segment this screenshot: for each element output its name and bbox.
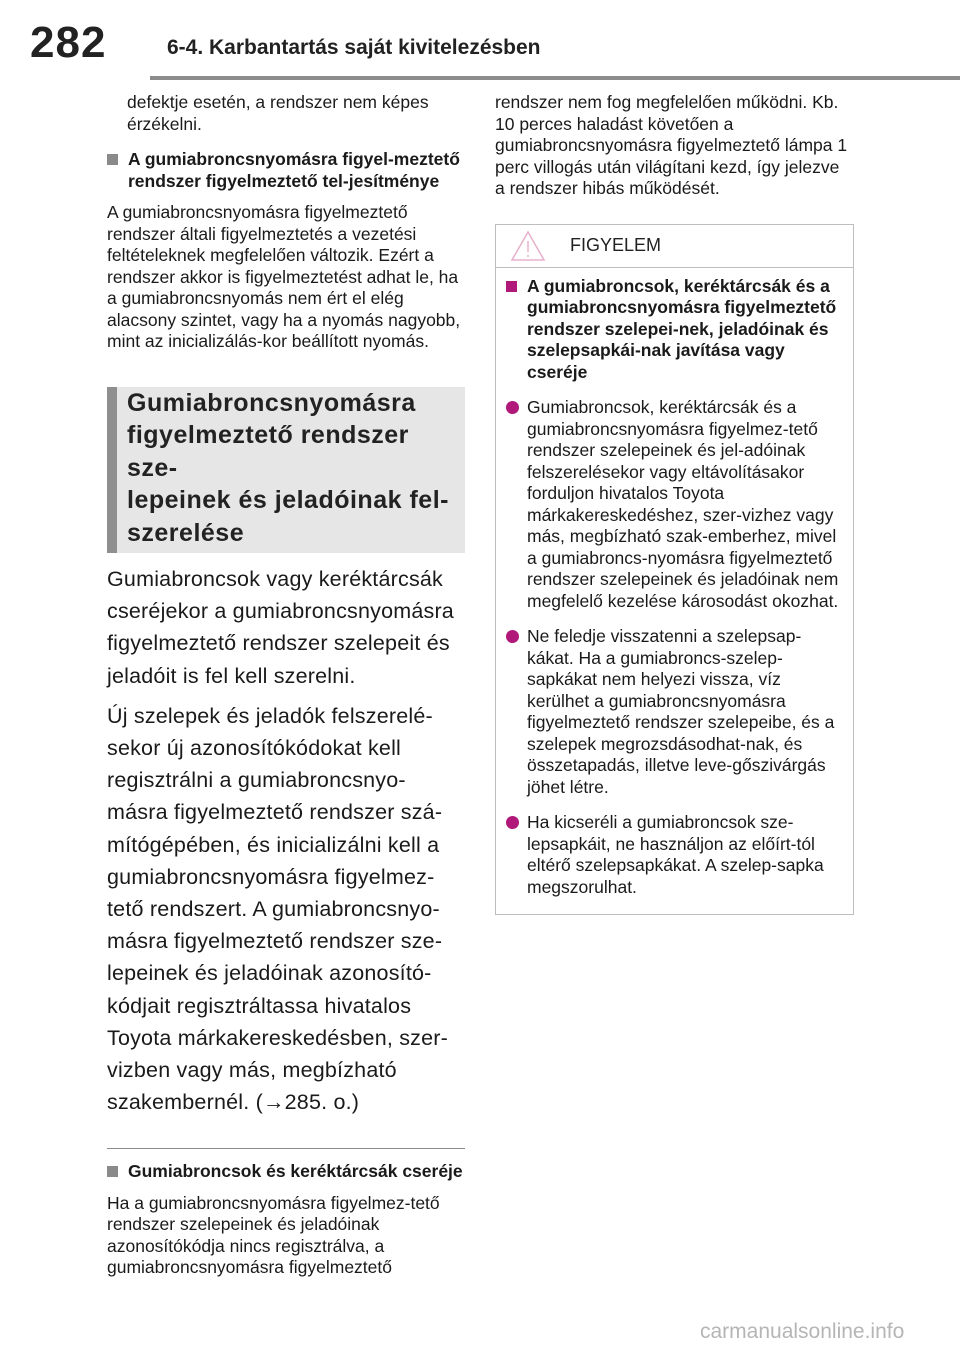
- dot-bullet-icon: [506, 816, 519, 829]
- box-title-line: figyelmeztető rendszer sze-: [127, 421, 409, 482]
- square-bullet-icon: [107, 154, 118, 165]
- subheading-warning-performance: [107, 149, 465, 192]
- caution-heading-text: A gumiabroncsok, keréktárcsák és a gumiabroncsnyomásra figyelmeztető rendszer szelepei-nek, jeladóinak és szelepsapkái-nak javítása vagy cseréje: [527, 275, 837, 382]
- caution-item-text: Gumiabroncsok, keréktárcsák és a gumiabroncsnyomásra figyelmez-tető rendszer szelepeinek és jel-adóinak felszerelésekor vagy eltávolításakor forduljon hivatalos Toyota márkakereskedéshez, szer-vizhez vagy más, megbízható szak-emberhez, mivel a gumiabroncs-nyomásra figyelmeztető rendszer szelepeinek és jeladóinak nem megfelelő kezelése károsodást okozhat.: [527, 397, 839, 611]
- caution-item: [506, 626, 843, 798]
- paragraph: A gumiabroncsnyomásra figyelmeztető rendszer általi figyelmeztetés a vezetési feltételeknek megfelelően változik. Ezért a rendszer akkor is figyelmeztetést adhat le, ha a gumiabroncsnyomás nem ért el elég alacsony szintet, vagy ha a nyomás nagyobb, mint az inicializálás-kor beállított nyomás.: [107, 202, 461, 351]
- square-bullet-icon: [107, 1166, 118, 1177]
- dot-bullet-icon: [506, 630, 519, 643]
- page-number: 282: [30, 18, 107, 67]
- dot-bullet-icon: [506, 401, 519, 414]
- square-bullet-icon: [506, 281, 517, 292]
- subheading-text: Gumiabroncsok és keréktárcsák cseréje: [128, 1161, 463, 1182]
- caution-box: [495, 224, 854, 916]
- caution-heading: [506, 276, 843, 384]
- caution-body: [496, 268, 853, 915]
- watermark: carmanualsonline.info: [700, 1320, 905, 1343]
- section-heading-box: [107, 387, 465, 554]
- caution-item-text: Ne feledje visszatenni a szelepsap-kákat. Ha a gumiabroncs-szelep-sapkákat nem helyezi vissza, víz kerülhet a gumiabroncsnyomásra figyelmeztető rendszer szelepeibe, és a szelepek megrozsdásodhat-nak, és összetapadás, illetve leve-gőszivárgás jöhet létre.: [527, 626, 835, 797]
- page-header: [0, 0, 960, 80]
- subheading-text: A gumiabroncsnyomásra figyel-meztető rendszer figyelmeztető tel-jesítménye: [128, 149, 460, 191]
- continuation-text: rendszer nem fog megfelelően működni. Kb. 10 perces haladást követően a gumiabroncsnyomásra figyelmeztető lámpa 1 perc villogás után világítani kezd, így jelezve a rendszer hibás működését.: [495, 92, 848, 198]
- large-paragraph: Gumiabroncsok vagy keréktárcsák cseréjekor a gumiabroncsnyomásra figyelmeztető rendszer szelepeit és jeladóit is fel kell szerelni.: [107, 567, 454, 688]
- caution-header: [496, 225, 853, 268]
- box-title-line: Gumiabroncsnyomásra: [127, 388, 416, 417]
- header-rule: [150, 76, 960, 80]
- box-title-line: lepeinek és jeladóinak fel-: [127, 486, 449, 514]
- right-column: [495, 92, 853, 915]
- large-paragraph: Új szelepek és jeladók felszerelé-sekor új azonosítókódokat kell regisztrálni a gumiabroncsnyo-másra figyelmeztető rendszer szá-mítógépében, és inicializálni kell a gumiabroncsnyomásra figyelmez-tető rendszert. A gumiabroncsnyo-másra figyelmeztető rendszer sze-lepeinek és jeladóinak azonosító-kódjait regisztráltassa hivatalos Toyota márkakereskedésben, szer-vizben vagy más, megbízható szakembernél. (→285. o.): [107, 703, 448, 1115]
- divider: [107, 1148, 465, 1149]
- caution-item: [506, 812, 843, 898]
- subheading-tire-replacement: [107, 1161, 465, 1183]
- caution-item-text: Ha kicseréli a gumiabroncsok sze-lepsapkáit, ne használjon az előírt-tól eltérő szelepsapkákat. A szelep-sapka megszorulhat.: [527, 812, 824, 897]
- caution-item: [506, 397, 843, 612]
- continuation-text: defektje esetén, a rendszer nem képes érzékelni.: [127, 92, 429, 134]
- left-column: [107, 92, 465, 1279]
- caution-title: FIGYELEM: [570, 235, 662, 255]
- section-title: 6-4. Karbantartás saját kivitelezésben: [167, 36, 541, 59]
- warning-triangle-icon: [510, 230, 546, 262]
- paragraph: Ha a gumiabroncsnyomásra figyelmez-tető rendszer szelepeinek és jeladóinak azonosítókódja nincs regisztrálva, a gumiabroncsnyomásra figyelmeztető: [107, 1192, 440, 1278]
- box-title-line: szerelése: [127, 518, 245, 547]
